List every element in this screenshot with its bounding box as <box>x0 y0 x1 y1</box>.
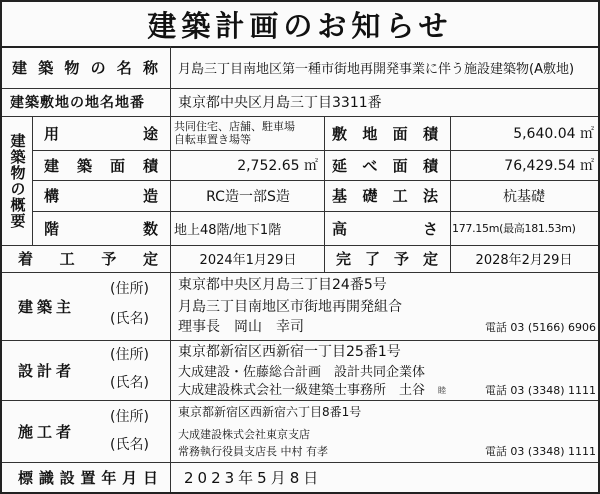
building-name-value: 月島三丁目南地区第一種市街地再開発事業に伴う施設建築物(A敷地) <box>178 61 575 77</box>
designer-phone: 電話 03 (3348) 1111 <box>484 384 596 397</box>
contractor-label: 施工者 <box>18 422 76 441</box>
start-value: 2024年1月29日 <box>199 253 297 268</box>
contractor-name-line2: 常務執行役員支店長 中村 有孝 <box>178 445 328 458</box>
contractor-address-label: (住所) <box>110 409 149 425</box>
designer-name-line1: 大成建設・佐藤総合計画 設計共同企業体 <box>178 365 426 380</box>
col-divider <box>170 46 171 462</box>
use-value <box>174 116 322 150</box>
posted-label: 標 識 設 置 年 月 日 <box>18 468 162 487</box>
structure-value: RC造一部S造 <box>206 188 290 205</box>
client-name-line1: 月島三丁目南地区市街地再開発組合 <box>178 299 402 315</box>
client-address-label: (住所) <box>110 281 149 297</box>
row-divider <box>2 400 598 401</box>
floors-value: 地上48階/地下1階 <box>174 222 282 238</box>
client-phone: 電話 03 (5166) 6906 <box>484 321 596 334</box>
overview-label: 建築物の概要 <box>8 132 27 229</box>
posted-value: 2023年5月8日 <box>184 468 323 487</box>
col-divider <box>32 116 33 245</box>
floors-label: 階 数 <box>44 219 162 238</box>
completion-value: 2028年2月29日 <box>475 253 573 268</box>
designer-label: 設計者 <box>18 361 76 380</box>
foundation-label: 基 礎 工 法 <box>332 187 442 205</box>
floor-area-value: 76,429.54 ㎡ <box>504 158 594 174</box>
row-divider <box>2 272 598 273</box>
start-label: 着 工 予 定 <box>18 250 162 268</box>
designer-address: 東京都新宿区西新宿一丁目25番1号 <box>178 344 401 360</box>
col-divider <box>324 116 325 272</box>
page-title: 建築計画のお知らせ <box>2 2 598 48</box>
designer-name-small: 睦 <box>438 385 446 395</box>
use-value-line2: 自転車置き場等 <box>174 133 251 146</box>
completion-label: 完 了 予 定 <box>336 250 442 268</box>
height-value: 177.15m(最高181.53m) <box>452 222 576 235</box>
client-name-label: (氏名) <box>110 311 149 327</box>
designer-address-label: (住所) <box>110 347 149 363</box>
contractor-phone: 電話 03 (3348) 1111 <box>484 445 596 458</box>
height-label: 高 さ <box>332 219 442 238</box>
site-address-label: 建築敷地の地名地番 <box>10 95 145 111</box>
designer-name-line2: 大成建設株式会社一級建築士事務所 土谷 <box>178 383 426 398</box>
building-area-label: 建 築 面 積 <box>44 156 162 175</box>
col-divider <box>450 116 451 272</box>
designer-name-label: (氏名) <box>110 375 149 391</box>
structure-label: 構 造 <box>44 187 162 205</box>
floor-area-label: 延 べ 面 積 <box>332 156 442 175</box>
site-area-label: 敷 地 面 積 <box>332 124 442 143</box>
site-address-value: 東京都中央区月島三丁目3311番 <box>178 95 382 111</box>
foundation-value: 杭基礎 <box>503 188 545 205</box>
col-divider <box>170 462 171 492</box>
building-area-value: 2,752.65 ㎡ <box>237 158 318 174</box>
site-area-value: 5,640.04 ㎡ <box>513 126 594 142</box>
client-name-line2: 理事長 岡山 幸司 <box>178 319 304 335</box>
building-name-label: 建 築 物 の 名 称 <box>12 58 162 77</box>
use-value-line1: 共同住宅、店舗、駐車場 <box>174 120 295 133</box>
contractor-address: 東京都新宿区西新宿六丁目8番1号 <box>178 404 362 419</box>
use-label: 用 途 <box>44 124 162 143</box>
client-address: 東京都中央区月島三丁目24番5号 <box>178 277 387 293</box>
contractor-name-label: (氏名) <box>110 437 149 453</box>
contractor-name-line1: 大成建設株式会社東京支店 <box>178 428 310 441</box>
client-label: 建築主 <box>18 297 76 316</box>
